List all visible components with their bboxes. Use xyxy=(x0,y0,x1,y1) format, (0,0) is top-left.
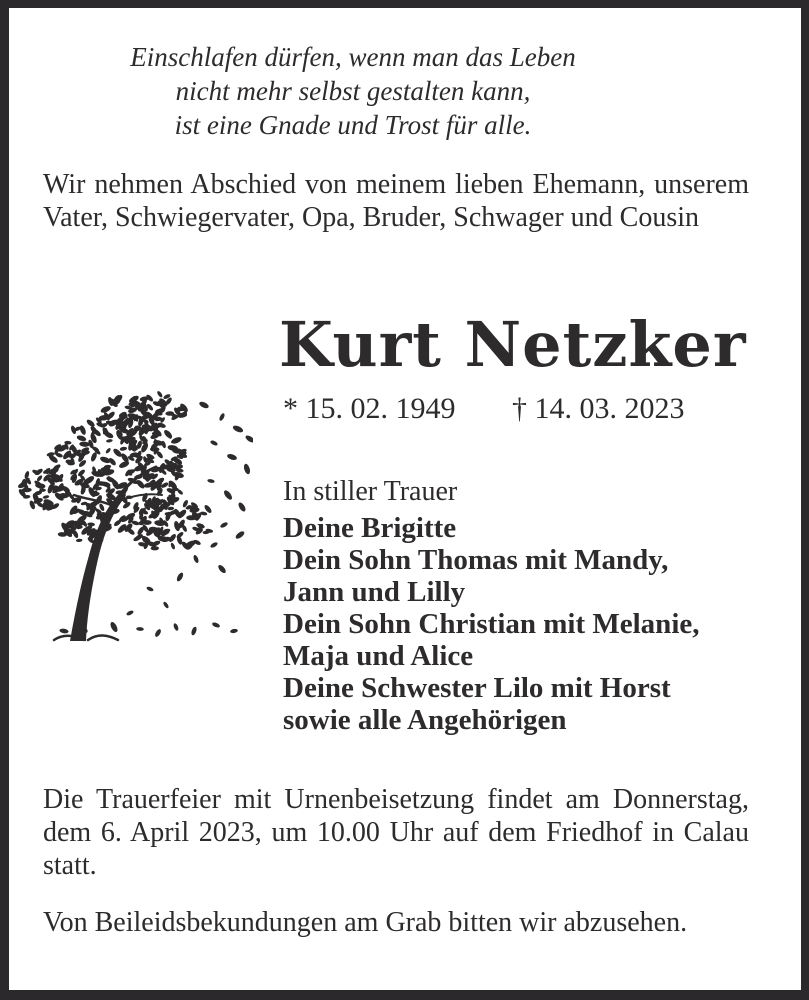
farewell-intro-text: Wir nehmen Abschied von meinem lieben Ehemann, unserem Vater, Schwiegervater, Opa, Bruder, Schwager und Cousin xyxy=(43,169,749,233)
condolence-note: Von Beileidsbekundungen am Grab bitten wir abzusehen. xyxy=(43,907,688,938)
quote-line: Einschlafen dürfen, wenn man das Leben xyxy=(130,42,576,72)
mourners-list xyxy=(283,512,763,736)
mourner-line: sowie alle Angehörigen xyxy=(283,704,567,736)
funeral-details: Die Trauerfeier mit Urnenbeisetzung findet am Donnerstag, dem 6. April 2023, um 10.00 Uhr auf dem Friedhof in Calau statt. xyxy=(43,784,749,881)
mourner-line: Deine Schwester Lilo mit Horst xyxy=(283,672,671,704)
mourner-line: Maja und Alice xyxy=(283,640,474,672)
quote-line: nicht mehr selbst gestalten kann, xyxy=(175,76,531,106)
birth-date: * 15. 02. 1949 xyxy=(283,392,456,425)
quote-line: ist eine Gnade und Trost für alle. xyxy=(174,110,532,140)
mourning-label: In stiller Trauer xyxy=(283,476,458,507)
mourner-line: Dein Sohn Thomas mit Mandy, xyxy=(283,544,669,576)
death-date: † 14. 03. 2023 xyxy=(512,392,685,425)
mourner-line: Deine Brigitte xyxy=(283,512,457,544)
opening-quote xyxy=(43,40,663,142)
mourner-line: Jann und Lilly xyxy=(283,576,466,608)
life-dates xyxy=(283,392,753,426)
deceased-name: Kurt Netzker xyxy=(279,308,747,381)
mourner-line: Dein Sohn Christian mit Melanie, xyxy=(283,608,700,640)
windblown-tree-illustration xyxy=(18,377,253,647)
